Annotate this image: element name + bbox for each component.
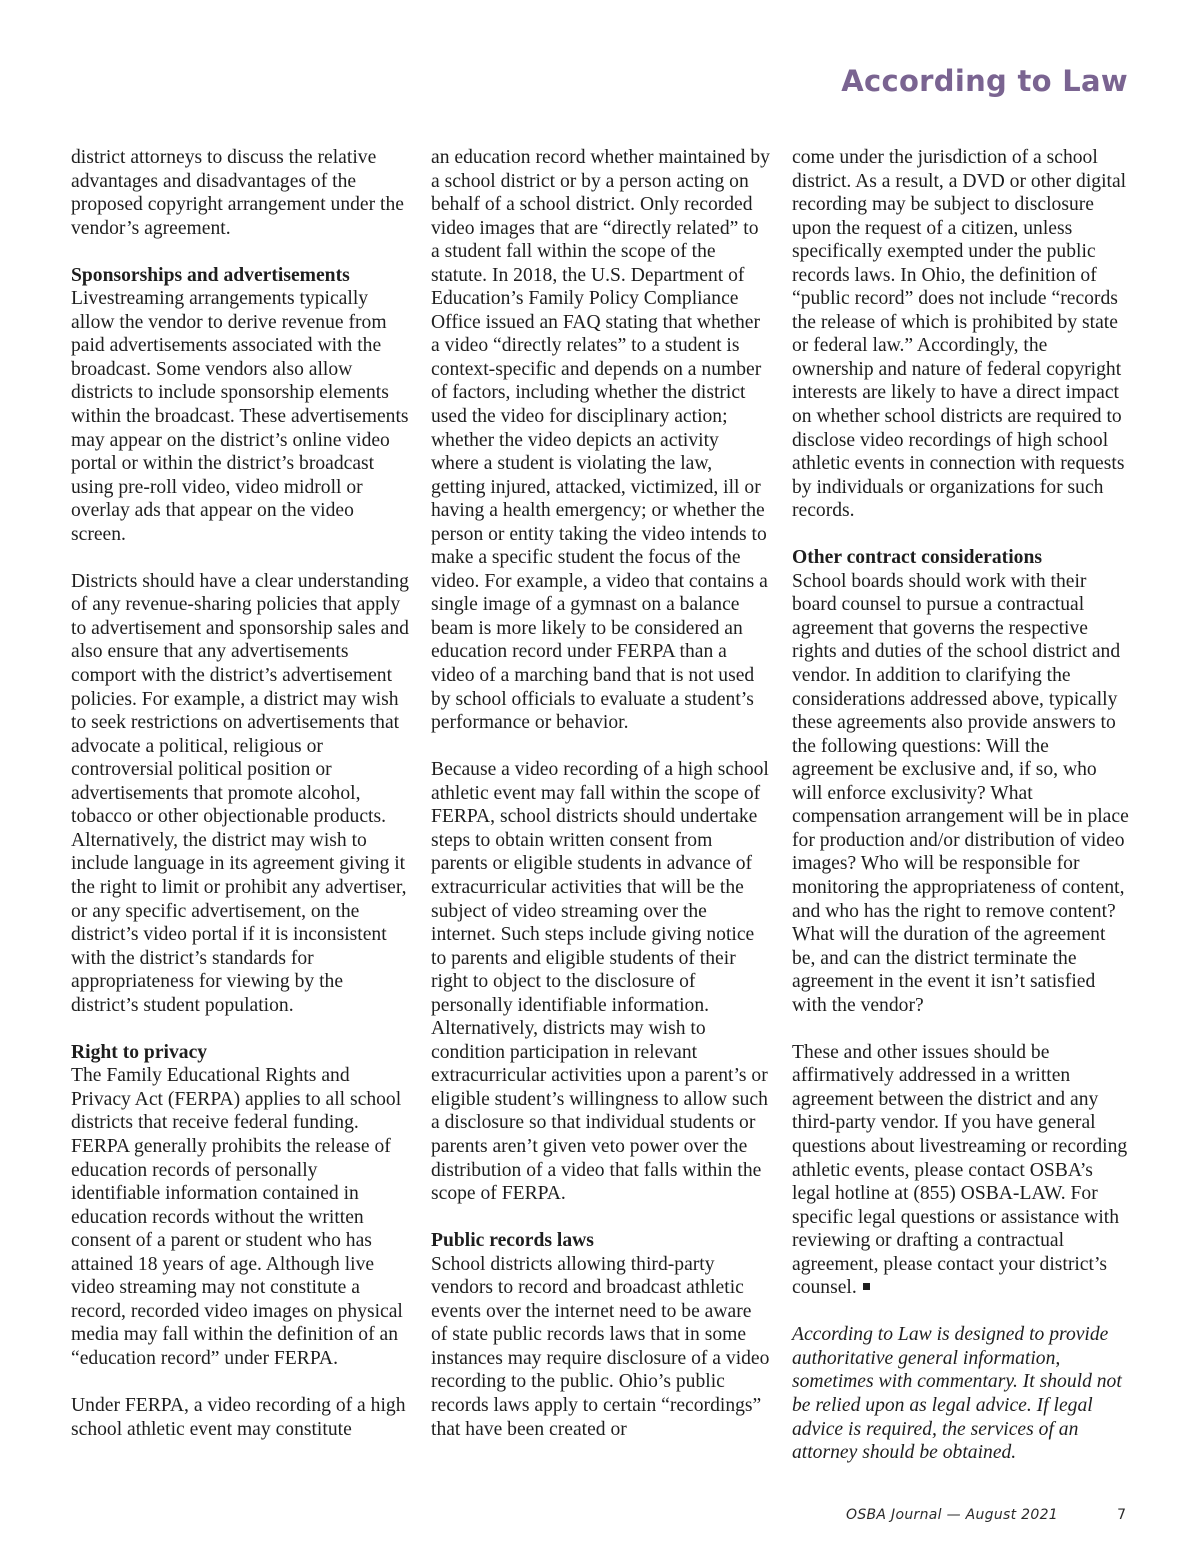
- paragraph: come under the jurisdiction of a school district. As a result, a DVD or other digital recording may be subject to disclosure upon the request of a citizen, unless specifically exempted under the public records laws. In Ohio, the definition of “public record” does not include “records the release of which is prohibited by state or federal law.” Accordingly, the ownership and nature of federal copyright interests are likely to have a direct impact on whether school districts are required to disclose video recordings of high school athletic events in connection with requests by individuals or organizations for such records.: [792, 147, 1127, 522]
- heading-privacy: Right to privacy: [71, 1041, 208, 1063]
- paragraph: district attorneys to discuss the relative advantages and disadvantages of the proposed copyright arrangement under the vendor’s agreement.: [71, 147, 404, 239]
- closing-text: These and other issues should be affirmatively addressed in a written agreement between the district and any third-party vendor. If you have general questions about livestreaming or recording athletic events, please contact OSBA’s legal hotline at (855) OSBA-LAW. For specific legal questions or assistance with reviewing or drafting a contractual agreement, please contact your district’s counsel.: [792, 1041, 1128, 1299]
- paragraph: The Family Educational Rights and Privacy Act (FERPA) applies to all school districts that receive federal funding. FERPA generally prohibits the release of education records of personally identifiable information contained in education records without the written consent of a parent or student who has attained 18 years of age. Although live video streaming may not constitute a record, recorded video images on physical media may fall within the definition of an “education record” under FERPA.: [71, 1065, 403, 1369]
- heading-sponsorships: Sponsorships and advertisements: [71, 264, 350, 286]
- paragraph: School boards should work with their board counsel to pursue a contractual agreement that governs the respective rights and duties of the school district and vendor. In addition to clarifying the considerations addressed above, typically these agreements also provide answers to the following questions: Will the agreement be exclusive and, if so, who will enforce exclusivity? What compensation arrangement will be in place for production and/or distribution of video images? Who will be responsible for monitoring the appropriateness of content, and who has the right to remove content? What will the duration of the agreement be, and can the district terminate the agreement in the event it isn’t satisfied with the vendor?: [792, 570, 1129, 1016]
- heading-public-records: Public records laws: [431, 1230, 594, 1252]
- closing-paragraph: [792, 1041, 1132, 1300]
- disclaimer: According to Law is designed to provide authoritative general information, sometimes with commentary. It should not be relied upon as legal advice. If legal advice is required, the services of an attorney should be obtained.: [792, 1324, 1122, 1464]
- heading-other-contract: Other contract considerations: [792, 547, 1042, 569]
- column-3: [792, 146, 1132, 1488]
- page-footer: [0, 1504, 1200, 1526]
- page-number: 7: [1117, 1507, 1126, 1523]
- paragraph: Under FERPA, a video recording of a high school athletic event may constitute: [71, 1394, 406, 1440]
- journal-credit: OSBA Journal — August 2021: [846, 1507, 1058, 1523]
- paragraph: Districts should have a clear understanding of any revenue-sharing policies that apply to advertisement and sponsorship sales and also ensure that any advertisements comport with the district’s advertisement policies. For example, a district may wish to seek restrictions on advertisements that advocate a political, religious or controversial political position or advertisements that promote alcohol, tobacco or other objectionable products. Alternatively, the district may wish to include language in its agreement giving it the right to limit or prohibit any advertiser, or any specific advertisement, on the district’s video portal if it is inconsistent with the district’s standards for appropriateness for viewing by the district’s student population.: [71, 570, 409, 1016]
- end-square-icon: [863, 1283, 870, 1290]
- paragraph: Because a video recording of a high school athletic event may fall within the scope of FERPA, school districts should undertake steps to obtain written consent from parents or eligible students in advance of extracurricular activities that will be the subject of video streaming over the internet. Such steps include giving notice to parents and eligible students of their right to object to the disclosure of personally identifiable information. Alternatively, districts may wish to condition participation in relevant extracurricular activities upon a parent’s or eligible student’s willingness to allow such a disclosure so that individual students or parents aren’t given veto power over the distribution of a video that falls within the scope of FERPA.: [431, 759, 769, 1205]
- paragraph: Livestreaming arrangements typically allow the vendor to derive revenue from paid advertisements associated with the broadcast. Some vendors also allow districts to include sponsorship elements within the broadcast. These advertisements may appear on the district’s online video portal or within the district’s broadcast using pre-roll video, video midroll or overlay ads that appear on the video screen.: [71, 288, 409, 545]
- column-1: [71, 146, 411, 1465]
- paragraph: an education record whether maintained by a school district or by a person acting on behalf of a school district. Only recorded video images that are “directly related” to a student fall within the scope of the statute. In 2018, the U.S. Department of Education’s Family Policy Compliance Office issued an FAQ stating that whether a video “directly relates” to a student is context-specific and depends on a number of factors, including whether the district used the video for disciplinary action; whether the video depicts an activity where a student is violating the law, getting injured, attacked, victimized, ill or having a health emergency; or whether the person or entity taking the video intends to make a specific student the focus of the video. For example, a video that contains a single image of a gymnast on a balance beam is more likely to be considered an education record under FERPA than a video of a marching band that is not used by school officials to evaluate a student’s performance or behavior.: [431, 147, 770, 734]
- paragraph: School districts allowing third-party vendors to record and broadcast athletic events over the internet need to be aware of state public records laws that in some instances may require disclosure of a video recording to the public. Ohio’s public records laws apply to certain “recordings” that have been created or: [431, 1253, 770, 1440]
- section-title: According to Law: [841, 64, 1128, 98]
- column-2: [431, 146, 771, 1465]
